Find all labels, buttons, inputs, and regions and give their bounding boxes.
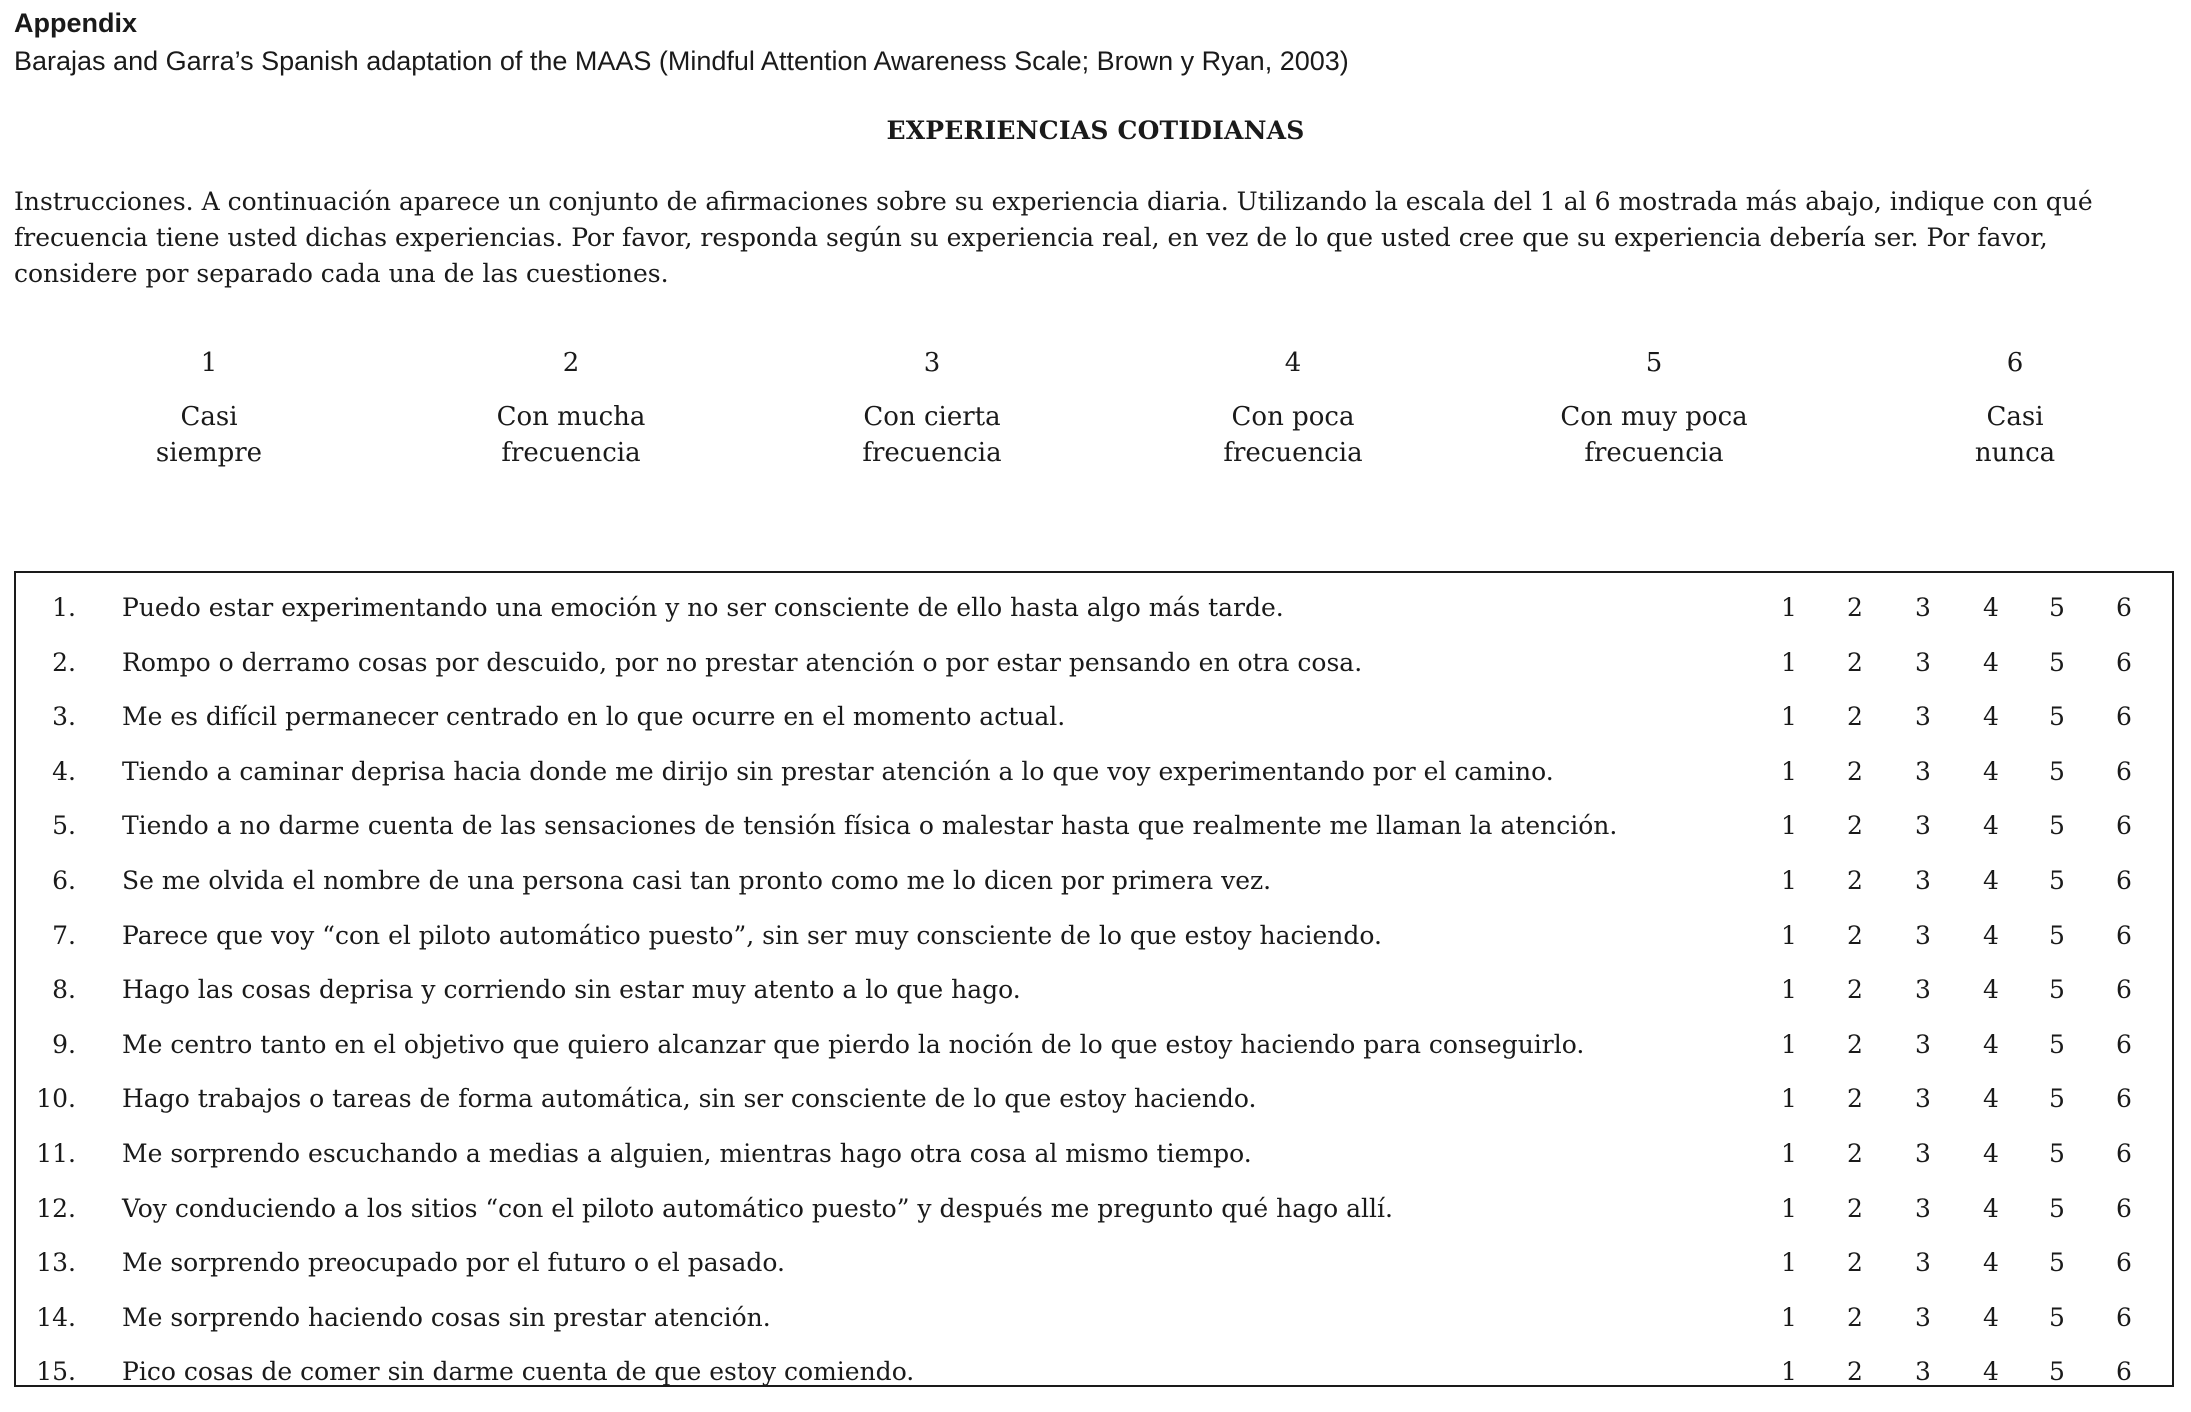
rating-option-4[interactable]: 4 (1983, 593, 1999, 622)
item-number: 13. (36, 1248, 76, 1278)
item-statement: Me sorprendo haciendo cosas sin prestar atención. (122, 1302, 771, 1332)
item-row (16, 690, 2172, 744)
item-row (16, 909, 2172, 963)
item-row (16, 745, 2172, 799)
rating-option-2[interactable]: 2 (1847, 702, 1863, 732)
item-statement: Tiendo a caminar deprisa hacia donde me dirijo sin prestar atención a lo que voy experimentando por el camino. (122, 756, 1554, 786)
rating-option-5[interactable]: 5 (2049, 1248, 2065, 1278)
item-row (16, 1291, 2172, 1345)
scale-label-line2: frecuencia (1223, 438, 1363, 468)
rating-option-6[interactable]: 6 (2116, 756, 2132, 786)
scale-option-3 (782, 345, 1082, 471)
rating-option-6[interactable]: 6 (2116, 593, 2132, 622)
item-number: 5. (52, 811, 76, 841)
questionnaire-title: EXPERIENCIAS COTIDIANAS (886, 116, 1305, 145)
item-number: 12. (36, 1193, 76, 1223)
rating-option-3[interactable]: 3 (1915, 1139, 1931, 1168)
rating-option-2[interactable]: 2 (1847, 975, 1863, 1005)
item-number: 8. (52, 975, 76, 1005)
rating-option-6[interactable]: 6 (2116, 811, 2132, 841)
scale-label-line2: nunca (1974, 438, 2056, 468)
item-number: 15. (36, 1357, 76, 1387)
item-row (16, 1236, 2172, 1290)
item-row (16, 581, 2172, 635)
rating-option-6[interactable]: 6 (2116, 1084, 2132, 1114)
item-number: 11. (36, 1139, 76, 1168)
rating-option-6[interactable]: 6 (2116, 1248, 2132, 1278)
rating-option-4[interactable]: 4 (1983, 1357, 1999, 1387)
appendix-heading: Appendix (14, 8, 138, 38)
rating-option-4[interactable]: 4 (1983, 1193, 1999, 1223)
rating-option-5[interactable]: 5 (2049, 1357, 2065, 1387)
rating-option-3[interactable]: 3 (1915, 1193, 1931, 1223)
appendix-page (14, 0, 2177, 1412)
item-row (16, 799, 2172, 853)
rating-option-4[interactable]: 4 (1983, 702, 1999, 732)
rating-option-1[interactable]: 1 (1781, 1029, 1797, 1059)
rating-option-6[interactable]: 6 (2116, 1029, 2132, 1059)
item-statement: Hago trabajos o tareas de forma automática, sin ser consciente de lo que estoy haciendo. (122, 1084, 1257, 1114)
rating-option-4[interactable]: 4 (1983, 1139, 1999, 1168)
item-statement: Me es difícil permanecer centrado en lo que ocurre en el momento actual. (122, 702, 1066, 732)
scale-label-line2: frecuencia (862, 438, 1002, 468)
rating-option-1[interactable]: 1 (1781, 975, 1797, 1005)
scale-label-line1: Casi (180, 402, 238, 432)
questionnaire-instructions: Instrucciones. A continuación aparece un conjunto de afirmaciones sobre su experiencia diaria. Utilizando la escala del 1 al 6 mostrada más abajo, indique con qué frecuencia tiene usted dichas experiencias. Por favor, responda según su experiencia real, en vez de lo que usted cree que su experiencia debería ser. Por favor, considere por separado cada una de las cuestiones. (14, 187, 2093, 288)
scale-option-1 (59, 345, 359, 471)
rating-option-3[interactable]: 3 (1915, 1357, 1931, 1387)
item-statement: Puedo estar experimentando una emoción y no ser consciente de ello hasta algo más tarde. (122, 593, 1284, 622)
item-number: 7. (52, 920, 76, 950)
scale-label-line2: frecuencia (1584, 438, 1724, 468)
rating-option-1[interactable]: 1 (1781, 920, 1797, 950)
rating-option-4[interactable]: 4 (1983, 866, 1999, 895)
rating-option-1[interactable]: 1 (1781, 593, 1797, 622)
rating-option-4[interactable]: 4 (1983, 811, 1999, 841)
rating-option-2[interactable]: 2 (1847, 1302, 1863, 1332)
rating-option-3[interactable]: 3 (1915, 593, 1931, 622)
items-table (14, 571, 2174, 1387)
item-row (16, 1072, 2172, 1126)
rating-option-4[interactable]: 4 (1983, 647, 1999, 677)
rating-option-2[interactable]: 2 (1847, 866, 1863, 895)
rating-option-5[interactable]: 5 (2049, 920, 2065, 950)
rating-option-6[interactable]: 6 (2116, 702, 2132, 732)
rating-option-3[interactable]: 3 (1915, 1084, 1931, 1114)
item-statement: Hago las cosas deprisa y corriendo sin estar muy atento a lo que hago. (122, 975, 1021, 1005)
scale-label-line1: Con cierta (863, 402, 1001, 432)
scale-label-line2: siempre (155, 438, 263, 468)
rating-option-1[interactable]: 1 (1781, 1357, 1797, 1387)
rating-option-3[interactable]: 3 (1915, 975, 1931, 1005)
rating-option-2[interactable]: 2 (1847, 1357, 1863, 1387)
item-number: 2. (52, 647, 76, 677)
scale-value: 1 (200, 348, 218, 378)
rating-option-5[interactable]: 5 (2049, 647, 2065, 677)
rating-option-1[interactable]: 1 (1781, 647, 1797, 677)
item-statement: Se me olvida el nombre de una persona casi tan pronto como me lo dicen por primera vez. (122, 866, 1272, 895)
scale-label-line1: Con poca (1231, 402, 1355, 432)
item-statement: Parece que voy “con el piloto automático puesto”, sin ser muy consciente de lo que estoy haciendo. (122, 920, 1382, 950)
rating-option-2[interactable]: 2 (1847, 756, 1863, 786)
item-statement: Me sorprendo preocupado por el futuro o el pasado. (122, 1248, 785, 1278)
rating-option-3[interactable]: 3 (1915, 811, 1931, 841)
rating-option-1[interactable]: 1 (1781, 1139, 1797, 1168)
item-number: 6. (52, 866, 76, 895)
rating-option-4[interactable]: 4 (1983, 756, 1999, 786)
rating-option-5[interactable]: 5 (2049, 593, 2065, 622)
rating-option-3[interactable]: 3 (1915, 647, 1931, 677)
rating-option-2[interactable]: 2 (1847, 1193, 1863, 1223)
scale-option-2 (421, 345, 721, 471)
rating-option-4[interactable]: 4 (1983, 1248, 1999, 1278)
item-number: 1. (52, 593, 76, 622)
rating-option-5[interactable]: 5 (2049, 1302, 2065, 1332)
scale-value: 6 (2006, 348, 2024, 378)
item-row (16, 1345, 2172, 1399)
rating-option-3[interactable]: 3 (1915, 866, 1931, 895)
rating-option-1[interactable]: 1 (1781, 1302, 1797, 1332)
item-row (16, 963, 2172, 1017)
rating-option-1[interactable]: 1 (1781, 1248, 1797, 1278)
rating-option-6[interactable]: 6 (2116, 1139, 2132, 1168)
rating-option-5[interactable]: 5 (2049, 756, 2065, 786)
item-number: 14. (36, 1302, 76, 1332)
item-row (16, 1018, 2172, 1072)
item-number: 3. (52, 702, 76, 732)
rating-option-4[interactable]: 4 (1983, 975, 1999, 1005)
rating-option-6[interactable]: 6 (2116, 1357, 2132, 1387)
rating-option-3[interactable]: 3 (1915, 1302, 1931, 1332)
rating-option-4[interactable]: 4 (1983, 920, 1999, 950)
rating-option-5[interactable]: 5 (2049, 702, 2065, 732)
scale-option-6 (1865, 345, 2165, 471)
rating-option-6[interactable]: 6 (2116, 866, 2132, 895)
rating-option-3[interactable]: 3 (1915, 1248, 1931, 1278)
scale-label-line2: frecuencia (501, 438, 641, 468)
scale-value: 4 (1284, 348, 1302, 378)
rating-option-3[interactable]: 3 (1915, 920, 1931, 950)
rating-option-1[interactable]: 1 (1781, 1193, 1797, 1223)
response-scale (14, 345, 2177, 475)
rating-option-3[interactable]: 3 (1915, 756, 1931, 786)
item-row (16, 854, 2172, 908)
scale-value: 3 (923, 348, 941, 378)
scale-label-line1: Casi (1986, 402, 2044, 432)
rating-option-5[interactable]: 5 (2049, 811, 2065, 841)
item-statement: Rompo o derramo cosas por descuido, por no prestar atención o por estar pensando en otra cosa. (122, 647, 1363, 677)
rating-option-2[interactable]: 2 (1847, 1139, 1863, 1168)
rating-option-5[interactable]: 5 (2049, 1084, 2065, 1114)
item-statement: Tiendo a no darme cuenta de las sensaciones de tensión física o malestar hasta que realmente me llaman la atención. (122, 811, 1618, 841)
rating-option-5[interactable]: 5 (2049, 975, 2065, 1005)
item-statement: Voy conduciendo a los sitios “con el piloto automático puesto” y después me pregunto qué hago allí. (122, 1193, 1393, 1223)
item-row (16, 1127, 2172, 1181)
rating-option-5[interactable]: 5 (2049, 1029, 2065, 1059)
item-row (16, 1182, 2172, 1236)
item-row (16, 636, 2172, 690)
rating-option-2[interactable]: 2 (1847, 1248, 1863, 1278)
rating-option-5[interactable]: 5 (2049, 1193, 2065, 1223)
scale-label-line1: Con mucha (496, 402, 646, 432)
rating-option-2[interactable]: 2 (1847, 920, 1863, 950)
rating-option-5[interactable]: 5 (2049, 1139, 2065, 1168)
item-number: 9. (52, 1029, 76, 1059)
rating-option-6[interactable]: 6 (2116, 647, 2132, 677)
item-number: 10. (36, 1084, 76, 1114)
rating-option-2[interactable]: 2 (1847, 811, 1863, 841)
rating-option-1[interactable]: 1 (1781, 866, 1797, 895)
rating-option-5[interactable]: 5 (2049, 866, 2065, 895)
scale-option-5 (1504, 345, 1804, 471)
rating-option-4[interactable]: 4 (1983, 1029, 1999, 1059)
rating-option-3[interactable]: 3 (1915, 702, 1931, 732)
rating-option-3[interactable]: 3 (1915, 1029, 1931, 1059)
rating-option-2[interactable]: 2 (1847, 647, 1863, 677)
appendix-subtitle: Barajas and Garra’s Spanish adaptation of the MAAS (Mindful Attention Awareness Scale; Brown y Ryan, 2003) (14, 46, 1349, 76)
rating-option-1[interactable]: 1 (1781, 1084, 1797, 1114)
rating-option-6[interactable]: 6 (2116, 1302, 2132, 1332)
rating-option-2[interactable]: 2 (1847, 1084, 1863, 1114)
scale-label-line1: Con muy poca (1560, 402, 1748, 432)
item-number: 4. (52, 756, 76, 786)
rating-option-1[interactable]: 1 (1781, 811, 1797, 841)
scale-value: 2 (562, 348, 580, 378)
item-statement: Me centro tanto en el objetivo que quiero alcanzar que pierdo la noción de lo que estoy haciendo para conseguirlo. (122, 1029, 1585, 1059)
item-statement: Pico cosas de comer sin darme cuenta de que estoy comiendo. (122, 1357, 915, 1387)
scale-value: 5 (1645, 348, 1663, 378)
scale-option-4 (1143, 345, 1443, 471)
rating-option-2[interactable]: 2 (1847, 1029, 1863, 1059)
rating-option-1[interactable]: 1 (1781, 756, 1797, 786)
item-statement: Me sorprendo escuchando a medias a alguien, mientras hago otra cosa al mismo tiempo. (122, 1139, 1252, 1168)
rating-option-2[interactable]: 2 (1847, 593, 1863, 622)
rating-option-1[interactable]: 1 (1781, 702, 1797, 732)
rating-option-6[interactable]: 6 (2116, 920, 2132, 950)
rating-option-4[interactable]: 4 (1983, 1084, 1999, 1114)
rating-option-6[interactable]: 6 (2116, 1193, 2132, 1223)
rating-option-4[interactable]: 4 (1983, 1302, 1999, 1332)
rating-option-6[interactable]: 6 (2116, 975, 2132, 1005)
